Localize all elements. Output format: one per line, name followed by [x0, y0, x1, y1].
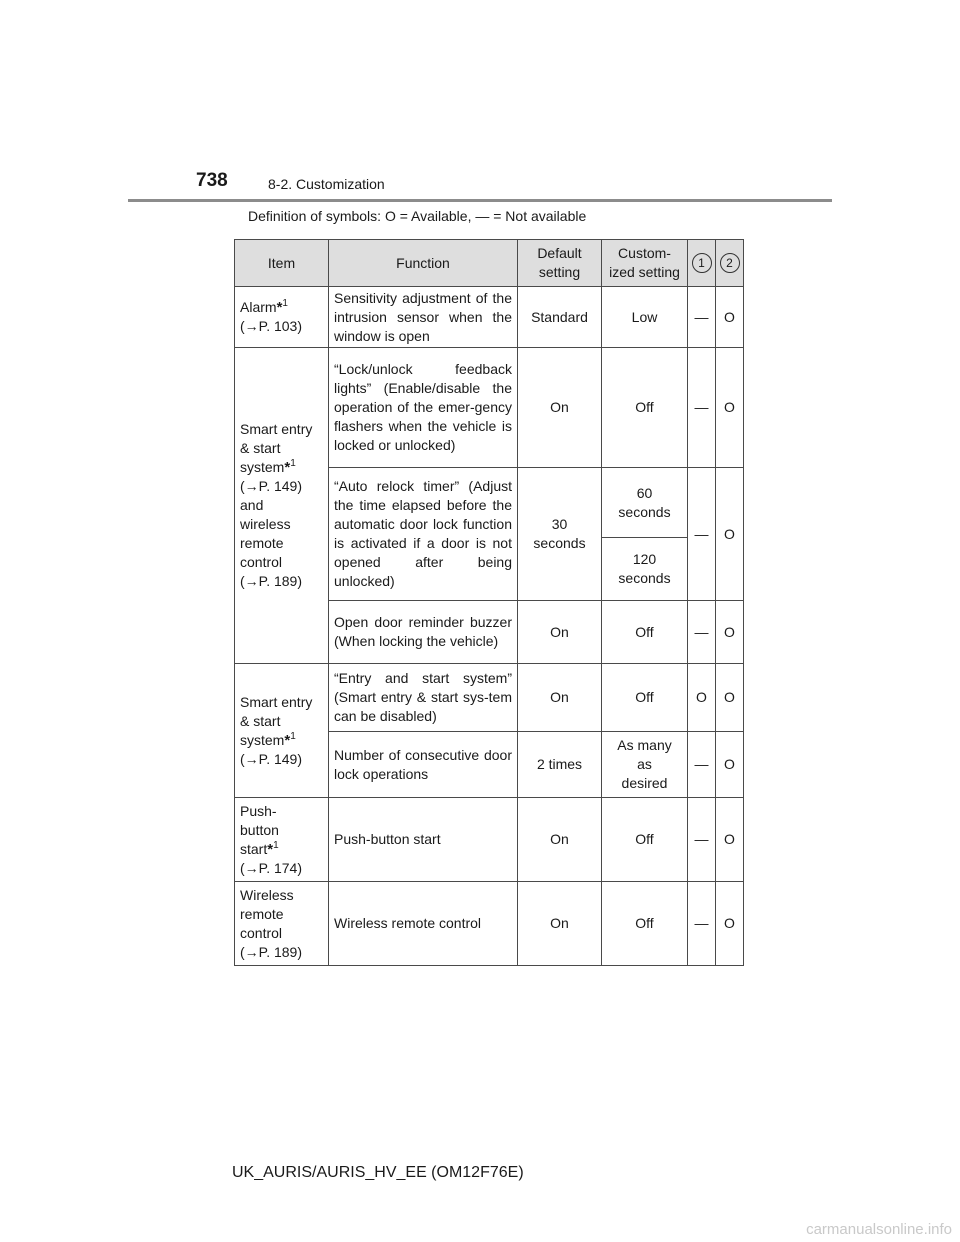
circled-2-icon: 2	[720, 253, 740, 273]
default-cell: On	[518, 798, 602, 882]
custom-cell: Low	[602, 287, 688, 348]
page-number: 738	[196, 170, 228, 191]
table-row	[235, 798, 744, 882]
symbol-1-cell: —	[688, 287, 716, 348]
symbol-1-cell: —	[688, 468, 716, 601]
symbol-legend: Definition of symbols: O = Available, — = Not available	[248, 208, 587, 224]
custom-cell: Off	[602, 348, 688, 468]
header-function: Function	[329, 240, 518, 287]
default-cell: 2 times	[518, 732, 602, 798]
custom-cell: As many as desired	[602, 732, 688, 798]
default-cell: On	[518, 882, 602, 966]
custom-cell: 60 seconds	[602, 468, 688, 538]
item-alarm: Alarm*$^1$ (→P. 103)	[235, 287, 329, 348]
default-cell: On	[518, 664, 602, 732]
custom-cell: Off	[602, 664, 688, 732]
custom-cell: Off	[602, 882, 688, 966]
function-cell: “Entry and start system” (Smart entry & start sys-tem can be disabled)	[329, 664, 518, 732]
symbol-2-cell: O	[716, 732, 744, 798]
symbol-2-cell: O	[716, 882, 744, 966]
header-symbol-1	[688, 240, 716, 287]
item-wireless-remote-control: Wireless remote control (→P. 189)	[235, 882, 329, 966]
function-cell: Open door reminder buzzer (When locking the vehicle)	[329, 601, 518, 664]
custom-cell: Off	[602, 601, 688, 664]
default-cell: On	[518, 601, 602, 664]
table-row	[235, 882, 744, 966]
custom-cell: 120 seconds	[602, 538, 688, 601]
circled-1-icon: 1	[692, 253, 712, 273]
header-rule	[128, 199, 832, 202]
symbol-2-cell: O	[716, 287, 744, 348]
symbol-2-cell: O	[716, 664, 744, 732]
header-symbol-2	[716, 240, 744, 287]
function-cell: “Auto relock timer” (Adjust the time elapsed before the automatic door lock function is activated if a door is not opened after being unlocked)	[329, 468, 518, 601]
asterisk-icon: *	[284, 459, 291, 476]
symbol-1-cell: —	[688, 798, 716, 882]
symbol-2-cell: O	[716, 798, 744, 882]
default-cell: On	[518, 348, 602, 468]
function-cell: Push-button start	[329, 798, 518, 882]
footer-model-code: UK_AURIS/AURIS_HV_EE (OM12F76E)	[232, 1164, 524, 1181]
symbol-1-cell: —	[688, 601, 716, 664]
table-row	[235, 348, 744, 468]
asterisk-icon: *	[284, 731, 291, 749]
function-cell: Sensitivity adjustment of the intrusion sensor when the window is open	[329, 287, 518, 348]
symbol-2-cell: O	[716, 348, 744, 468]
header-default-setting: Default setting	[518, 240, 602, 287]
item-smart-entry-wireless: Smart entry & start system*$^1$ (→P. 149) and wireless remote control (→P. 189)	[235, 348, 329, 664]
symbol-2-cell: O	[716, 601, 744, 664]
symbol-1-cell: —	[688, 348, 716, 468]
symbol-1-cell: —	[688, 882, 716, 966]
custom-cell: Off	[602, 798, 688, 882]
symbol-1-cell: —	[688, 732, 716, 798]
asterisk-icon: *	[267, 840, 274, 858]
default-cell: 30 seconds	[518, 468, 602, 601]
asterisk-icon: *	[276, 299, 283, 316]
function-cell: Number of consecutive door lock operations	[329, 732, 518, 798]
watermark: carmanualsonline.info	[806, 1221, 952, 1238]
item-push-button-start: Push- button start*$^1$ (→P. 174)	[235, 798, 329, 882]
header-customized-setting: Custom- ized setting	[602, 240, 688, 287]
function-cell: “Lock/unlock feedback lights” (Enable/disable the operation of the emer-gency flashers when the vehicle is locked or unlocked)	[329, 348, 518, 468]
section-title: 8-2. Customization	[268, 176, 385, 192]
table-header-row	[235, 240, 744, 287]
table-row	[235, 664, 744, 732]
default-cell: Standard	[518, 287, 602, 348]
header-item: Item	[235, 240, 329, 287]
symbol-2-cell: O	[716, 468, 744, 601]
function-cell: Wireless remote control	[329, 882, 518, 966]
customization-table	[234, 239, 744, 966]
symbol-1-cell: O	[688, 664, 716, 732]
table-row	[235, 287, 744, 348]
item-smart-entry-start: Smart entry & start system*$^1$ (→P. 149)	[235, 664, 329, 798]
